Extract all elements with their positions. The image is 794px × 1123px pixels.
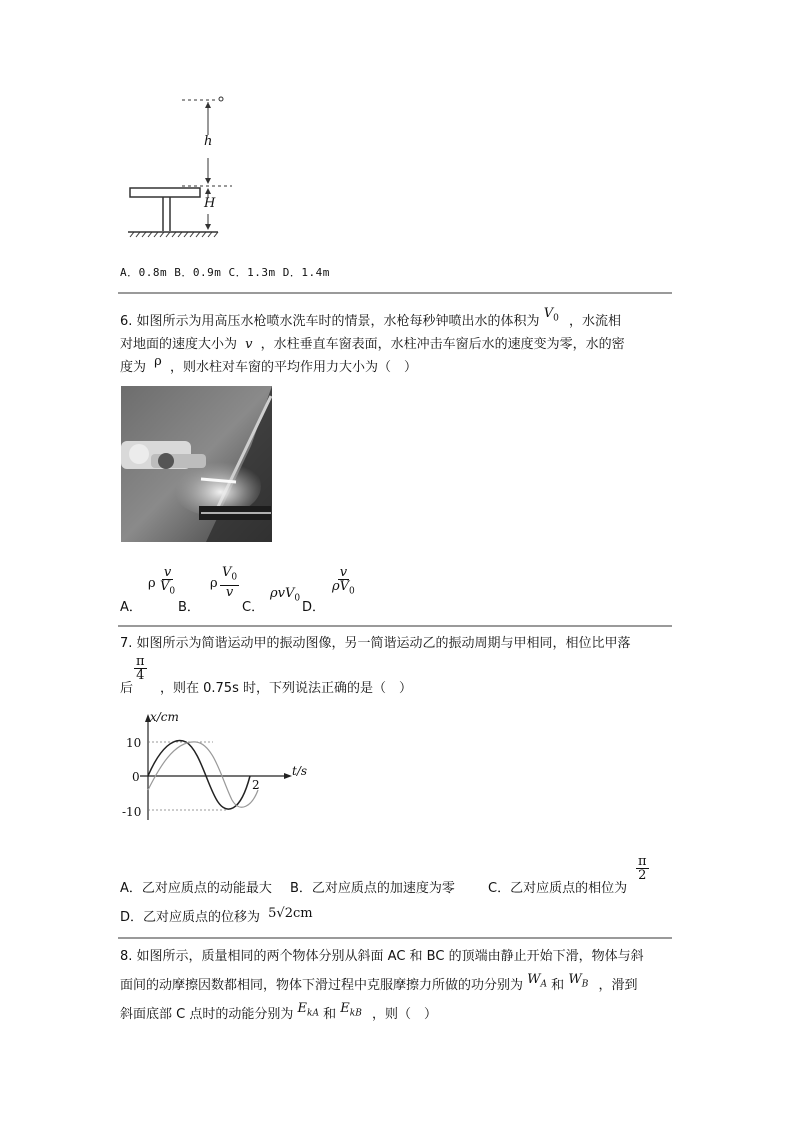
q8-line3: 斜面底部 C 点时的动能分别为 $E_{kA}$ 和 $E_{kB}$ ，则（ ）	[120, 1001, 437, 1022]
q7-opt-A: A．乙对应质点的动能最大	[120, 881, 272, 896]
q7-x-label: t/s	[292, 764, 308, 778]
q6-text1: 6. 如图所示为用高压水枪喷水洗车时的情景，水枪每秒钟喷出水的体积为	[120, 314, 540, 329]
q8-EkB: $E_{kB}$	[340, 1001, 362, 1019]
q7-tick-0: 0	[132, 770, 140, 784]
q8-EkA: $E_{kA}$	[297, 1001, 319, 1019]
q7-opt-C-frac: $\frac{\pi}{2}$	[638, 854, 647, 883]
q6-opt-B-label: B．	[178, 600, 200, 615]
q7-oscillation-chart	[118, 710, 318, 825]
divider	[118, 292, 672, 294]
q7-chart-svg	[118, 710, 318, 825]
q5-options: A．0.8m B．0.9m C．1.3m D．1.4m	[120, 266, 330, 279]
q6-v: v	[245, 337, 253, 352]
q6-opt-D-frac: $\frac{v}{\rho V_0}$	[332, 565, 355, 597]
q6-rho: ρ	[154, 354, 162, 369]
q7-line1: 7. 如图所示为简谐运动甲的振动图像，另一简谐运动乙的振动周期与甲相同，相位比甲落	[120, 636, 631, 651]
car-wash-photo	[121, 386, 272, 542]
q8-line2: 面间的动摩擦因数都相同，物体下滑过程中克服摩擦力所做的功分别为 $W_A$ 和 $W_B$ ，滑到	[120, 972, 638, 993]
q7-tick-m10: -10	[122, 805, 142, 819]
q6-V0: $V_0$	[543, 306, 559, 324]
q7-tick-2: 2	[252, 778, 260, 792]
q6-opt-A-rho: ρ	[148, 576, 156, 591]
divider	[118, 937, 672, 939]
q5-figure	[120, 90, 250, 245]
q6-line3: 度为 ρ ，则水柱对车窗的平均作用力大小为（ ）	[120, 354, 417, 375]
water-gun-image	[121, 386, 272, 542]
q6-opt-B-frac: $\frac{V_0}{v}$	[222, 565, 238, 600]
q7-opt-B: B．乙对应质点的加速度为零	[290, 881, 455, 896]
q7-tick-10: 10	[126, 736, 142, 750]
q6-opt-C-expr: ρvV$_0$	[270, 586, 301, 604]
q8-line1: 8. 如图所示，质量相同的两个物体分别从斜面 AC 和 BC 的顶端由静止开始下滑，物体与斜	[120, 949, 644, 964]
table-height-diagram	[120, 90, 250, 245]
q7-phase-frac: $\frac{\pi}{4}$	[136, 654, 145, 683]
q6-line1	[120, 306, 621, 332]
q6-text1b: ，水流相	[568, 314, 621, 329]
q6-opt-A-frac: $\frac{v}{V_0}$	[160, 565, 176, 597]
label-h: h	[204, 134, 213, 149]
q7-opt-C: C．乙对应质点的相位为	[488, 881, 628, 896]
q8-WA: $W_A$	[527, 972, 548, 990]
q7-y-label: x/cm	[150, 710, 179, 724]
q8-WB: $W_B$	[568, 972, 589, 990]
q6-opt-A-label: A．	[120, 600, 142, 615]
label-H: H	[204, 196, 216, 211]
q7-options-row1	[120, 855, 680, 895]
q7-opt-D-expr: 5√2cm	[268, 906, 313, 921]
q6-opt-C-label: C．	[242, 600, 265, 615]
q6-line2: 对地面的速度大小为 v ，水柱垂直车窗表面，水柱冲击车窗后水的速度变为零，水的密	[120, 337, 625, 352]
q7-opt-D: D．乙对应质点的位移为 5√2cm	[120, 906, 313, 925]
divider	[118, 625, 672, 627]
q6-opt-B-rho: ρ	[210, 576, 218, 591]
q6-opt-D-label: D．	[302, 600, 326, 615]
